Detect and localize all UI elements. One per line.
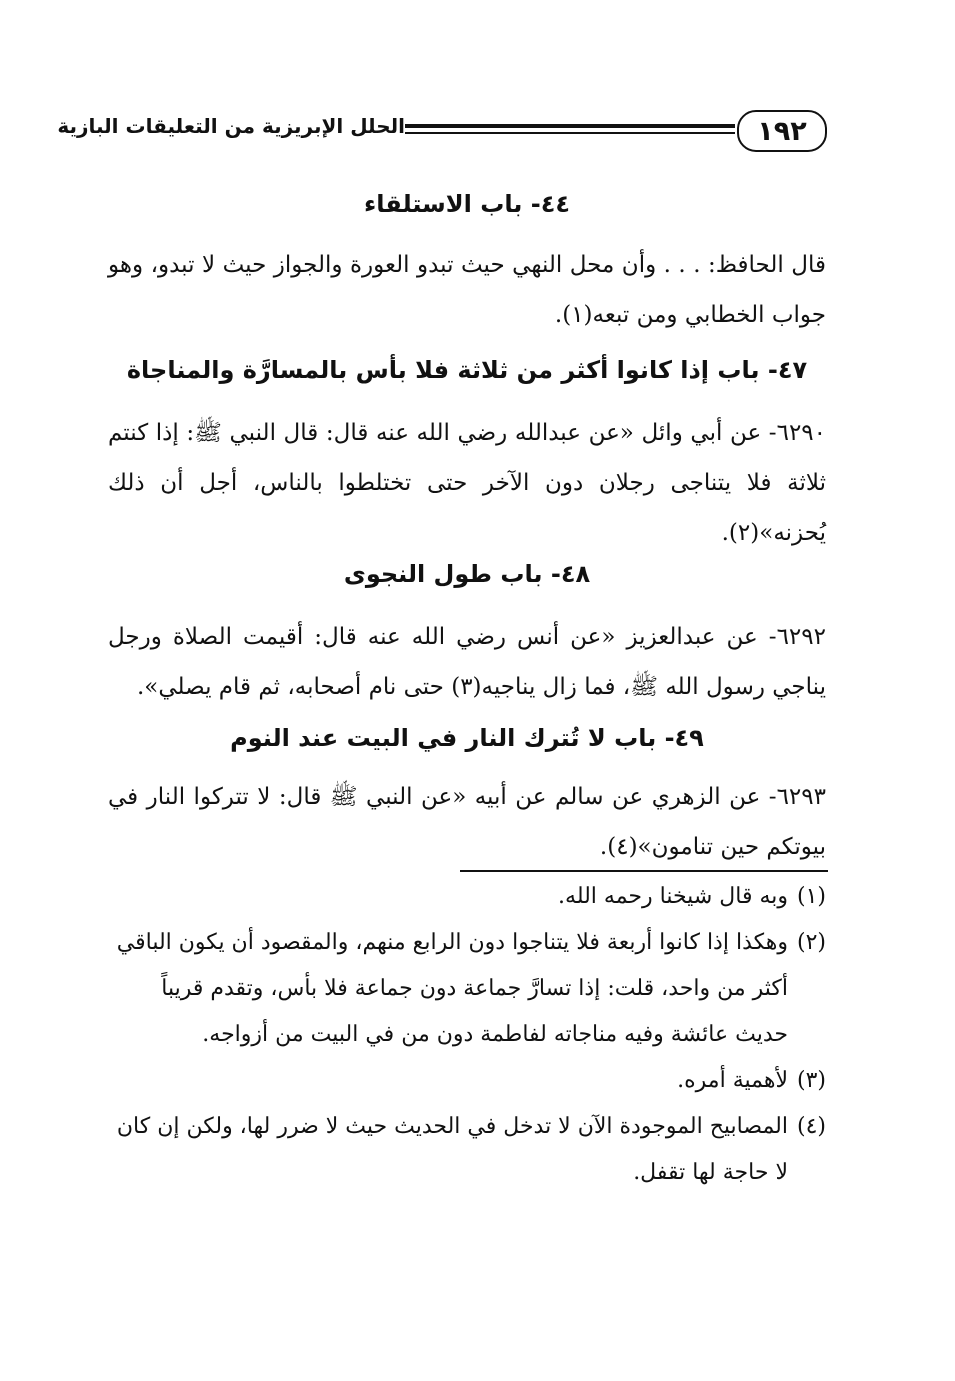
section-heading: ٤٩- باب لا تُترك النار في البيت عند النوم xyxy=(230,724,704,752)
section-heading: ٤٧- باب إذا كانوا أكثر من ثلاثة فلا بأس بالمسارَّة والمناجاة xyxy=(126,356,808,384)
section-heading: ٤٨- باب طول النجوى xyxy=(343,560,591,588)
footnote-text: وهكذا إذا كانوا أربعة فلا يتناجوا دون الرابع منهم، والمقصود أن يكون الباقي أكثر من واحد، قلت: إذا تسارَّ جماعة دون جماعة فلا بأس، وتقدم قريباً حديث عائشة وفيه مناجاته لفاطمة دون من في البيت من أزواجه. xyxy=(116,930,788,1047)
footnotes xyxy=(108,874,826,1196)
section-paragraph: ٦٢٩٣- عن الزهري عن سالم عن أبيه «عن النبي ﷺ قال: لا تتركوا النار في بيوتكم حين تنامون»(٤). xyxy=(108,784,826,860)
footnote-text: لأهمية أمره. xyxy=(677,1068,788,1093)
page-number: ١٩٢ xyxy=(737,110,827,152)
header-rule-thin xyxy=(405,132,735,134)
footnote-number: (١) xyxy=(796,884,826,909)
book-title: الحلل الإبريزية من التعليقات البازية xyxy=(57,114,405,138)
footnote xyxy=(108,1104,826,1196)
header-rule xyxy=(405,124,735,128)
section-paragraph: ٦٢٩٢- عن عبدالعزيز «عن أنس رضي الله عنه قال: أقيمت الصلاة ورجل يناجي رسول الله ﷺ، فما زال يناجيه(٣) حتى نام أصحابه، ثم قام يصلي». xyxy=(108,624,826,700)
section-paragraph: ٦٢٩٠- عن أبي وائل «عن عبدالله رضي الله عنه قال: قال النبي ﷺ: إذا كنتم ثلاثة فلا يتناجى رجلان دون الآخر حتى تختلطوا بالناس، أجل أن ذلك يُحزنه»(٢). xyxy=(108,420,827,546)
section-paragraph: قال الحافظ: . . . وأن محل النهي حيث تبدو العورة والجواز حيث لا تبدو، وهو جواب الخطابي ومن تبعه(١). xyxy=(108,252,826,328)
footnote-text: المصابيح الموجودة الآن لا تدخل في الحديث حيث لا ضرر لها، ولكن إن كان لا حاجة لها تقفل. xyxy=(116,1114,788,1185)
footnote-number: (٢) xyxy=(796,930,826,955)
footnote-separator xyxy=(460,870,828,872)
footnote xyxy=(108,874,826,920)
footnote-number: (٣) xyxy=(796,1068,826,1093)
footnote-number: (٤) xyxy=(796,1114,826,1139)
footnote xyxy=(108,1058,826,1104)
page-header xyxy=(57,104,827,156)
section-heading: ٤٤- باب الاستلقاء xyxy=(364,190,570,218)
footnote xyxy=(108,920,826,1058)
footnote-text: وبه قال شيخنا رحمه الله. xyxy=(558,884,788,909)
